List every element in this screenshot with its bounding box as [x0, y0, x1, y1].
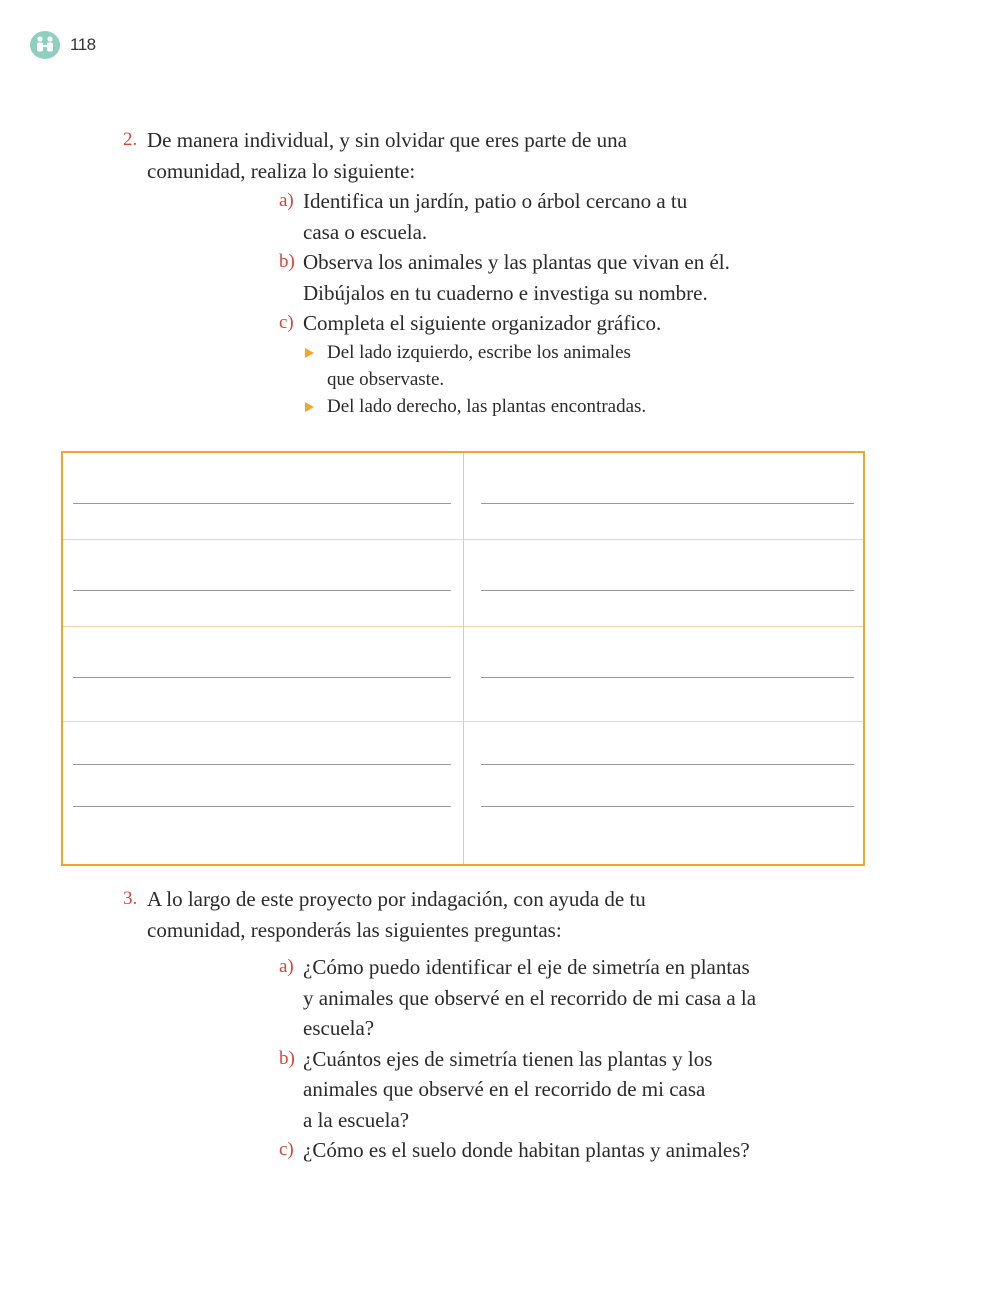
- question-line: ¿Cuántos ejes de simetría tienen las plantas y los: [303, 1046, 713, 1071]
- question-line: ¿Cómo puedo identificar el eje de simetría en plantas: [303, 955, 750, 979]
- question-line: ¿Cómo es el suelo donde habitan plantas y animales?: [303, 1138, 750, 1162]
- question-line: a la escuela?: [303, 1107, 410, 1132]
- writing-line[interactable]: [73, 503, 451, 504]
- sub-item-c: [279, 308, 730, 420]
- task-number: 3.: [123, 888, 138, 909]
- bullet-line: que observaste.: [327, 368, 445, 390]
- question-line: escuela?: [303, 1016, 375, 1040]
- task-2: [123, 125, 730, 420]
- bullet-line: Del lado derecho, las plantas encontradas.: [327, 395, 647, 417]
- writing-line[interactable]: [73, 764, 451, 765]
- row-divider: [464, 721, 864, 722]
- writing-line[interactable]: [73, 806, 451, 807]
- writing-line[interactable]: [73, 590, 451, 591]
- task-3: [123, 884, 756, 1166]
- page-number: 118: [70, 35, 96, 54]
- writing-line[interactable]: [481, 503, 855, 504]
- graphic-organizer: [61, 451, 865, 866]
- row-divider: [63, 721, 463, 722]
- sub-item-letter: b): [279, 1047, 295, 1069]
- question-a: [279, 952, 756, 1044]
- sub-item-line: Identifica un jardín, patio o árbol cercano a tu: [303, 189, 688, 213]
- writing-line[interactable]: [481, 764, 855, 765]
- writing-line[interactable]: [481, 806, 855, 807]
- question-line: animales que observé en el recorrido de mi casa: [303, 1077, 706, 1101]
- task-number: 2.: [123, 129, 138, 150]
- page-header: [30, 31, 96, 59]
- task-text-line: comunidad, responderás las siguientes preguntas:: [147, 917, 562, 942]
- bullet-line: Del lado izquierdo, escribe los animales: [327, 341, 631, 363]
- sub-item-line: Observa los animales y las plantas que vivan en él.: [303, 250, 730, 274]
- sub-item-letter: a): [279, 190, 294, 211]
- sub-item-letter: c): [279, 312, 294, 333]
- community-people-icon: [30, 31, 60, 59]
- question-line: y animales que observé en el recorrido de mi casa a la: [303, 985, 757, 1010]
- bullet-item: [303, 339, 730, 393]
- sub-item-a: [279, 186, 730, 247]
- sub-item-letter: a): [279, 956, 294, 977]
- arrow-bullet-icon: [305, 348, 314, 358]
- question-c: [279, 1135, 756, 1166]
- writing-line[interactable]: [73, 677, 451, 678]
- task-text-line: comunidad, realiza lo siguiente:: [147, 158, 416, 183]
- arrow-bullet-icon: [305, 402, 314, 412]
- row-divider: [63, 539, 463, 540]
- row-divider: [464, 539, 864, 540]
- plants-column: [464, 453, 864, 864]
- sub-item-letter: b): [279, 251, 295, 272]
- animals-column: [63, 453, 464, 864]
- task-text-line: A lo largo de este proyecto por indagación, con ayuda de tu: [147, 887, 646, 911]
- sub-item-line: Dibújalos en tu cuaderno e investiga su nombre.: [303, 280, 708, 305]
- sub-item-letter: c): [279, 1139, 294, 1160]
- question-b: [279, 1044, 756, 1136]
- bullet-item: [303, 393, 730, 420]
- row-divider: [464, 626, 864, 627]
- sub-item-line: Completa el siguiente organizador gráfico.: [303, 311, 662, 335]
- sub-item-line: casa o escuela.: [303, 219, 428, 244]
- sub-item-b: [279, 247, 730, 308]
- writing-line[interactable]: [481, 677, 855, 678]
- row-divider: [63, 626, 463, 627]
- task-text-line: De manera individual, y sin olvidar que eres parte de una: [147, 128, 627, 152]
- writing-line[interactable]: [481, 590, 855, 591]
